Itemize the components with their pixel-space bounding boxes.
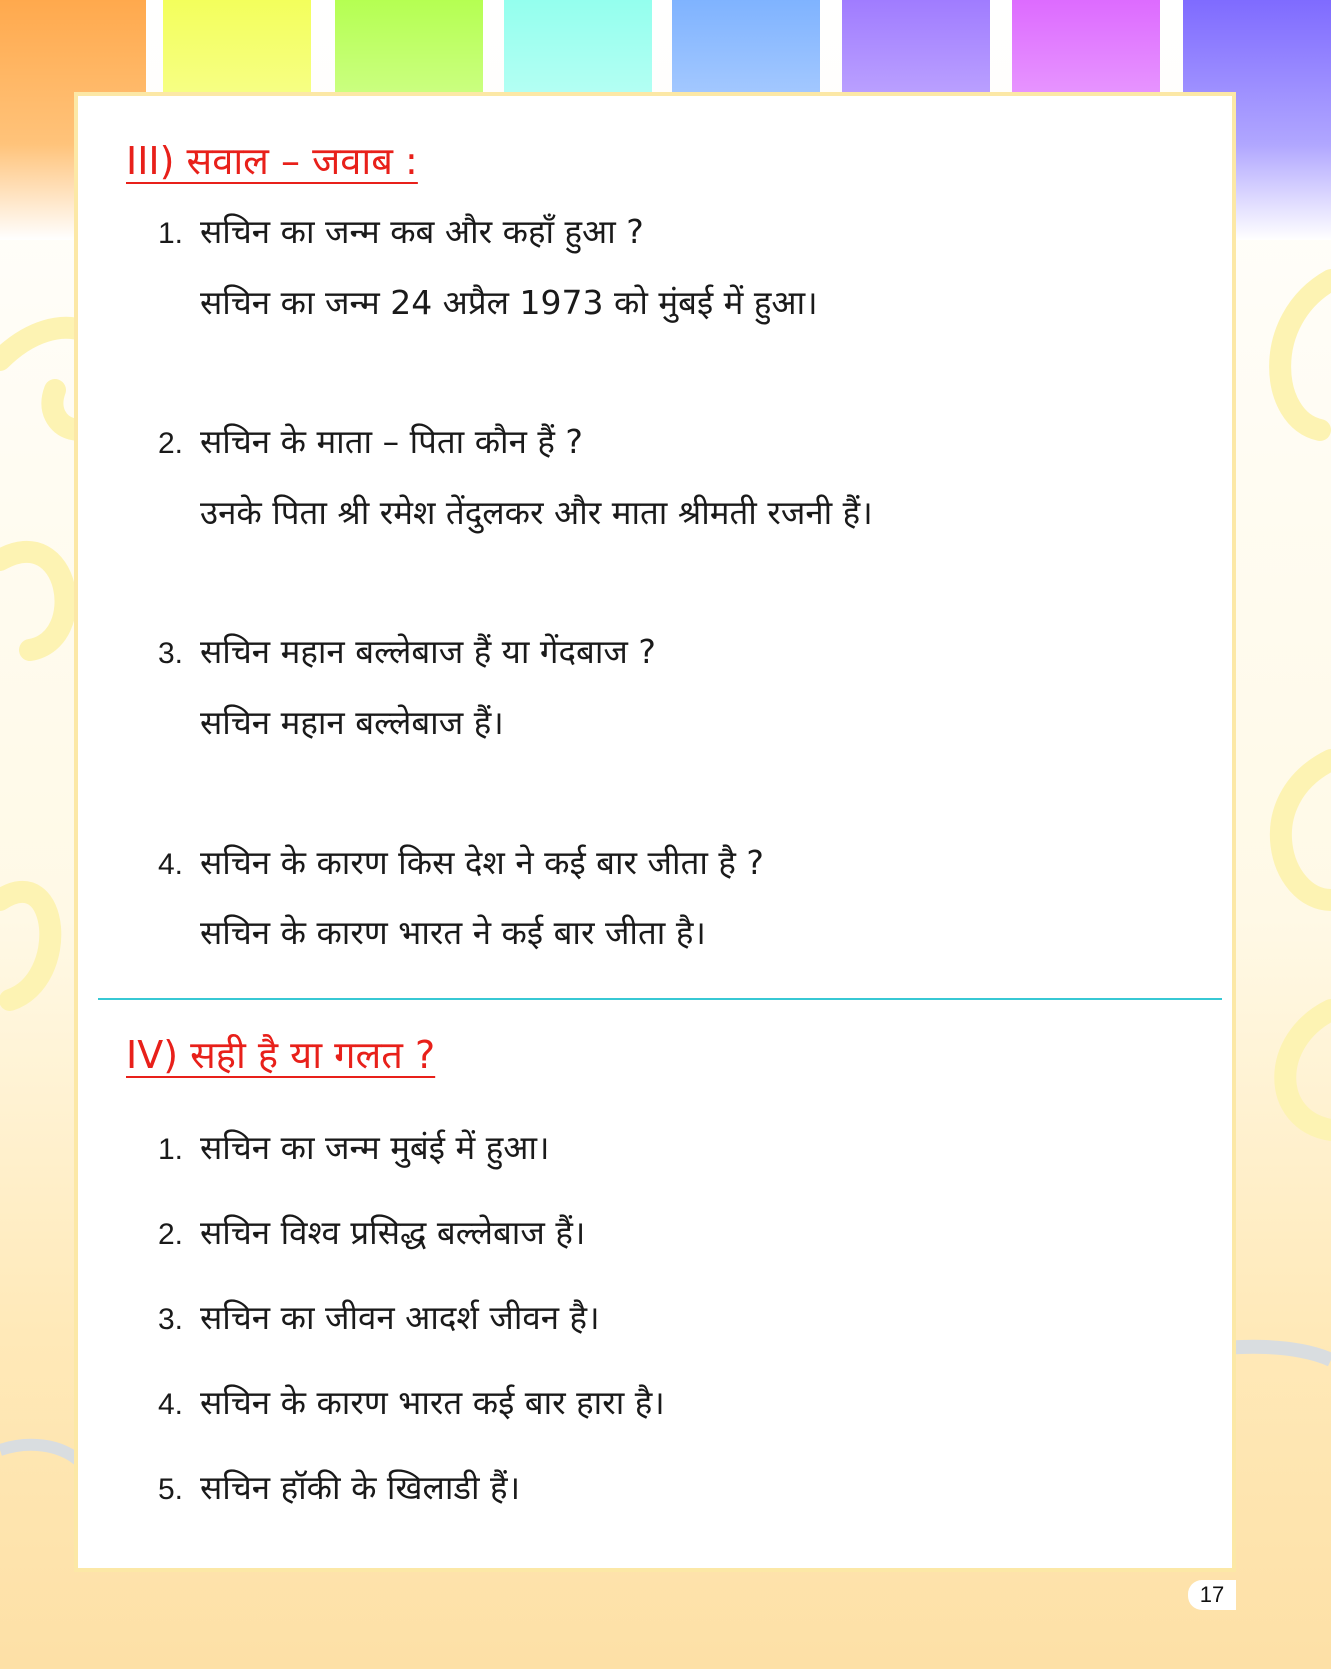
content-card: [74, 92, 1236, 1572]
section-divider: [98, 998, 1222, 1000]
section3-answer-2: उनके पिता श्री रमेश तेंदुलकर और माता श्रीमती रजनी हैं।: [200, 493, 873, 532]
statement-number: 4.: [158, 1388, 184, 1421]
section3-answer-4: सचिन के कारण भारत ने कई बार जीता है।: [200, 913, 706, 952]
section4-statement-1: [158, 1124, 549, 1169]
section4-statement-2: [158, 1209, 585, 1254]
section3-question-2: [158, 418, 583, 463]
question-text: सचिन के कारण किस देश ने कई बार जीता है ?: [200, 843, 764, 882]
section4-statement-3: [158, 1294, 600, 1339]
statement-text: सचिन के कारण भारत कई बार हारा है।: [200, 1383, 665, 1422]
statement-text: सचिन हॉकी के खिलाडी हैं।: [200, 1468, 521, 1507]
statement-text: सचिन का जीवन आदर्श जीवन है।: [200, 1298, 600, 1337]
section3-question-4: [158, 839, 764, 884]
section3-question-1: [158, 208, 644, 253]
statement-text: सचिन विश्व प्रसिद्ध बल्लेबाज हैं।: [200, 1213, 586, 1252]
statement-number: 5.: [158, 1473, 184, 1506]
section3-answer-1: सचिन का जन्म 24 अप्रैल 1973 को मुंबई में हुआ।: [200, 283, 818, 322]
section4-statement-5: [158, 1464, 520, 1509]
question-number: 2.: [158, 427, 184, 460]
statement-number: 2.: [158, 1218, 184, 1251]
section3-question-3: [158, 628, 656, 673]
section3-answer-3: सचिन महान बल्लेबाज हैं।: [200, 703, 504, 742]
question-text: सचिन महान बल्लेबाज हैं या गेंदबाज ?: [200, 632, 656, 671]
question-text: सचिन के माता – पिता कौन हैं ?: [200, 422, 583, 461]
section4-statement-4: [158, 1379, 665, 1424]
section3-heading: III) सवाल – जवाब :: [126, 139, 418, 183]
page-number: 17: [1188, 1580, 1236, 1610]
question-number: 3.: [158, 637, 184, 670]
statement-number: 1.: [158, 1133, 184, 1166]
question-number: 1.: [158, 217, 184, 250]
statement-number: 3.: [158, 1303, 184, 1336]
statement-text: सचिन का जन्म मुबंई में हुआ।: [200, 1128, 550, 1167]
question-text: सचिन का जन्म कब और कहाँ हुआ ?: [200, 212, 644, 251]
question-number: 4.: [158, 848, 184, 881]
section4-heading: IV) सही है या गलत ?: [126, 1033, 436, 1077]
